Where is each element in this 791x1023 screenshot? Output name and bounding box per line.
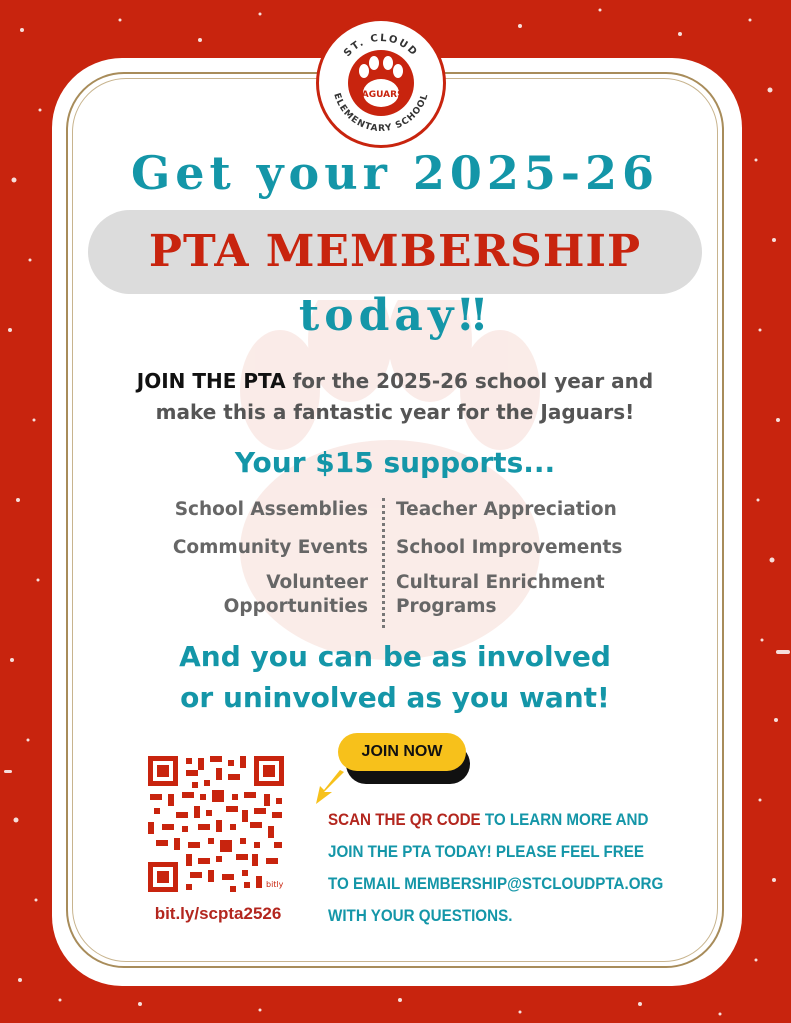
benefit-item: Teacher Appreciation	[396, 499, 617, 520]
benefits-list	[100, 496, 690, 626]
benefit-item: Volunteer	[266, 572, 368, 593]
logo-ring-top: ST. CLOUD	[341, 32, 420, 60]
benefit-item: School Assemblies	[174, 499, 368, 520]
benefit-item: Opportunities	[223, 596, 368, 617]
supports-title: Your $15 supports...	[234, 446, 556, 479]
scan-line1-rest: TO LEARN MORE AND	[480, 811, 649, 829]
involvement-text	[60, 636, 730, 718]
benefit-item: Programs	[396, 596, 497, 617]
qr-short-link[interactable]: bit.ly/scpta2526	[154, 904, 282, 923]
logo-ring-bottom: ELEMENTARY SCHOOL	[331, 92, 431, 135]
bitly-tag: bitly	[266, 880, 284, 889]
intro-rest: for the 2025-26 school year and	[285, 369, 654, 393]
involvement-line2: or uninvolved as you want!	[180, 681, 610, 714]
benefit-item: School Improvements	[396, 537, 623, 558]
involvement-line1: And you can be as involved	[179, 640, 611, 673]
benefits-divider	[382, 498, 385, 628]
benefit-item: Cultural Enrichment	[396, 572, 605, 593]
intro-line2: make this a fantastic year for the Jaguars!	[155, 400, 635, 424]
benefit-item: Community Events	[172, 537, 368, 558]
headline-pta-membership: PTA MEMBERSHIP	[148, 226, 642, 277]
arrow-down-left-icon	[310, 768, 350, 808]
headline-today: today‼	[298, 290, 492, 341]
headline-get-your: Get your 2025-26	[130, 146, 660, 200]
school-logo	[316, 18, 446, 148]
scan-instructions	[328, 804, 678, 932]
join-now-button[interactable]: JOIN NOW	[338, 733, 466, 771]
logo-mascot: JAGUARS	[358, 90, 404, 100]
scan-line4: WITH YOUR QUESTIONS.	[328, 907, 513, 925]
intro-lead: JOIN THE PTA	[136, 369, 286, 393]
intro-text	[80, 366, 710, 428]
scan-line3: TO EMAIL MEMBERSHIP@STCLOUDPTA.ORG	[328, 875, 664, 893]
qr-code[interactable]	[146, 754, 286, 894]
scan-line2: JOIN THE PTA TODAY! PLEASE FEEL FREE	[328, 843, 645, 861]
scan-highlight: SCAN THE QR CODE	[328, 811, 481, 829]
